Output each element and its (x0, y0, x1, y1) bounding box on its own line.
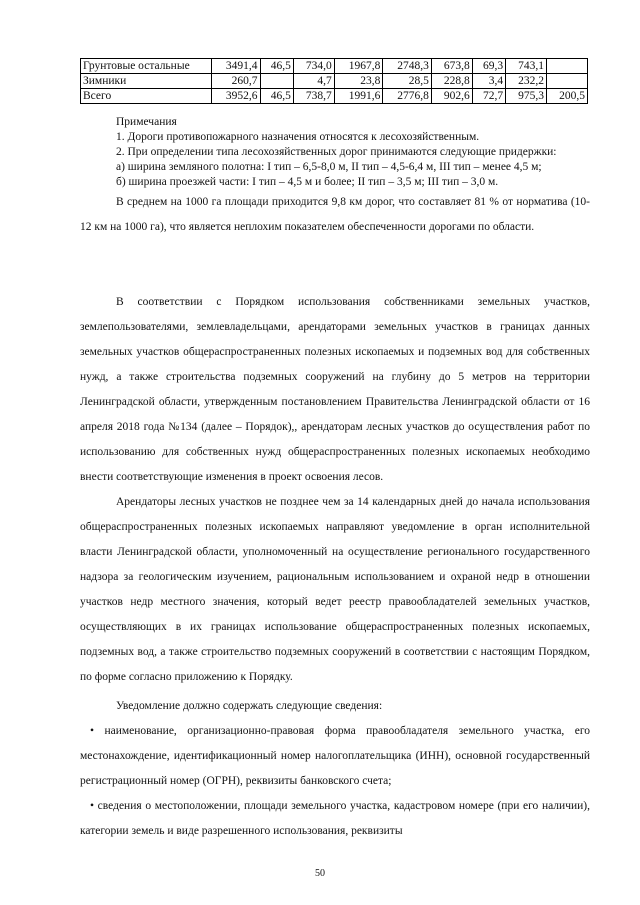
roads-table (80, 58, 588, 104)
roads-table-body (81, 59, 588, 104)
table-cell: 743,1 (506, 59, 547, 74)
table-row (81, 59, 588, 74)
table-cell: 72,7 (472, 89, 505, 104)
note-density: В среднем на 1000 га площади приходится 9,8 км дорог, что составляет 81 % от норматива (10-12 км на 1000 га), что является неплохим показателем обеспеченности дорогами по области. (80, 196, 590, 233)
table-cell: 28,5 (383, 74, 432, 89)
table-row-label: Зимники (81, 74, 212, 89)
note-item-1: 1. Дороги противопожарного назначения относятся к лесохозяйственным. (116, 131, 480, 143)
table-cell: 46,5 (260, 59, 293, 74)
note-item-a: а) ширина земляного полотна: I тип – 6,5-8,0 м, II тип – 4,5-6,4 м, III тип – менее 4,5 м; (116, 161, 542, 173)
table-cell (547, 74, 588, 89)
table-cell: 46,5 (260, 89, 293, 104)
table-row (81, 89, 588, 104)
table-row (81, 74, 588, 89)
table-row-label: Всего (81, 89, 212, 104)
table-cell (547, 59, 588, 74)
table-cell: 975,3 (506, 89, 547, 104)
table-cell: 228,8 (431, 74, 472, 89)
table-cell: 2776,8 (383, 89, 432, 104)
table-cell: 69,3 (472, 59, 505, 74)
table-cell: 3491,4 (212, 59, 261, 74)
table-cell: 734,0 (293, 59, 334, 74)
table-cell: 260,7 (212, 74, 261, 89)
table-cell: 23,8 (334, 74, 383, 89)
note-item-b: б) ширина проезжей части: I тип – 4,5 м и более; II тип – 3,5 м; III тип – 3,0 м. (116, 176, 499, 188)
paragraph-notification: Арендаторы лесных участков не позднее чем за 14 календарных дней до начала использования общераспространенных полезных ископаемых направляют уведомление в орган исполнительной власти Ленинградской области, уполномоченный на осуществление регионального государственного надзора за геологическим изучением, рациональным использованием и охраной недр в отношении участков недр местного значения, который ведет реестр правообладателей земельных участков, осуществляющих в их границах использование общераспространенных полезных ископаемых, подземных вод, а также строительство подземных сооружений в соответствии с настоящим Порядком, по форме согласно приложению к Порядку. (80, 496, 590, 683)
table-cell: 673,8 (431, 59, 472, 74)
body-text (80, 290, 590, 844)
table-cell: 902,6 (431, 89, 472, 104)
table-cell: 3952,6 (212, 89, 261, 104)
page-number: 50 (315, 868, 325, 879)
table-cell: 2748,3 (383, 59, 432, 74)
table-cell: 232,2 (506, 74, 547, 89)
notes-block (80, 115, 590, 240)
bullet-land-info: • сведения о местоположении, площади земельного участка, кадастровом номере (при его наличии), категории земель и виде разрешенного использования, реквизиты (80, 800, 590, 837)
paragraph-requirements: Уведомление должно содержать следующие сведения: (116, 700, 383, 712)
table-cell (260, 74, 293, 89)
table-cell: 200,5 (547, 89, 588, 104)
notes-heading: Примечания (116, 116, 177, 128)
bullet-owner-info: • наименование, организационно-правовая форма правообладателя земельного участка, его местонахождение, идентификационный номер налогоплательщика (ИНН), основной государственный регистрационный номер (ОГРН), реквизиты банковского счета; (80, 725, 590, 787)
table-row-label: Грунтовые остальные (81, 59, 212, 74)
table-cell: 4,7 (293, 74, 334, 89)
table-cell: 1991,6 (334, 89, 383, 104)
table-cell: 3,4 (472, 74, 505, 89)
note-item-2: 2. При определении типа лесохозяйственных дорог принимаются следующие придержки: (116, 146, 557, 158)
table-cell: 738,7 (293, 89, 334, 104)
table-cell: 1967,8 (334, 59, 383, 74)
paragraph-order: В соответствии с Порядком использования собственниками земельных участков, землепользователями, землевладельцами, арендаторами земельных участков в границах данных земельных участков общераспространенных полезных ископаемых и подземных вод для собственных нужд, а также строительства подземных сооружений на глубину до 5 метров на территории Ленинградской области, утвержденным постановлением Правительства Ленинградской области от 16 апреля 2018 года №134 (далее – Порядок),, арендаторам лесных участков до осуществления работ по использованию для собственных нужд общераспространенных полезных ископаемых необходимо внести соответствующие изменения в проект освоения лесов. (80, 296, 590, 483)
